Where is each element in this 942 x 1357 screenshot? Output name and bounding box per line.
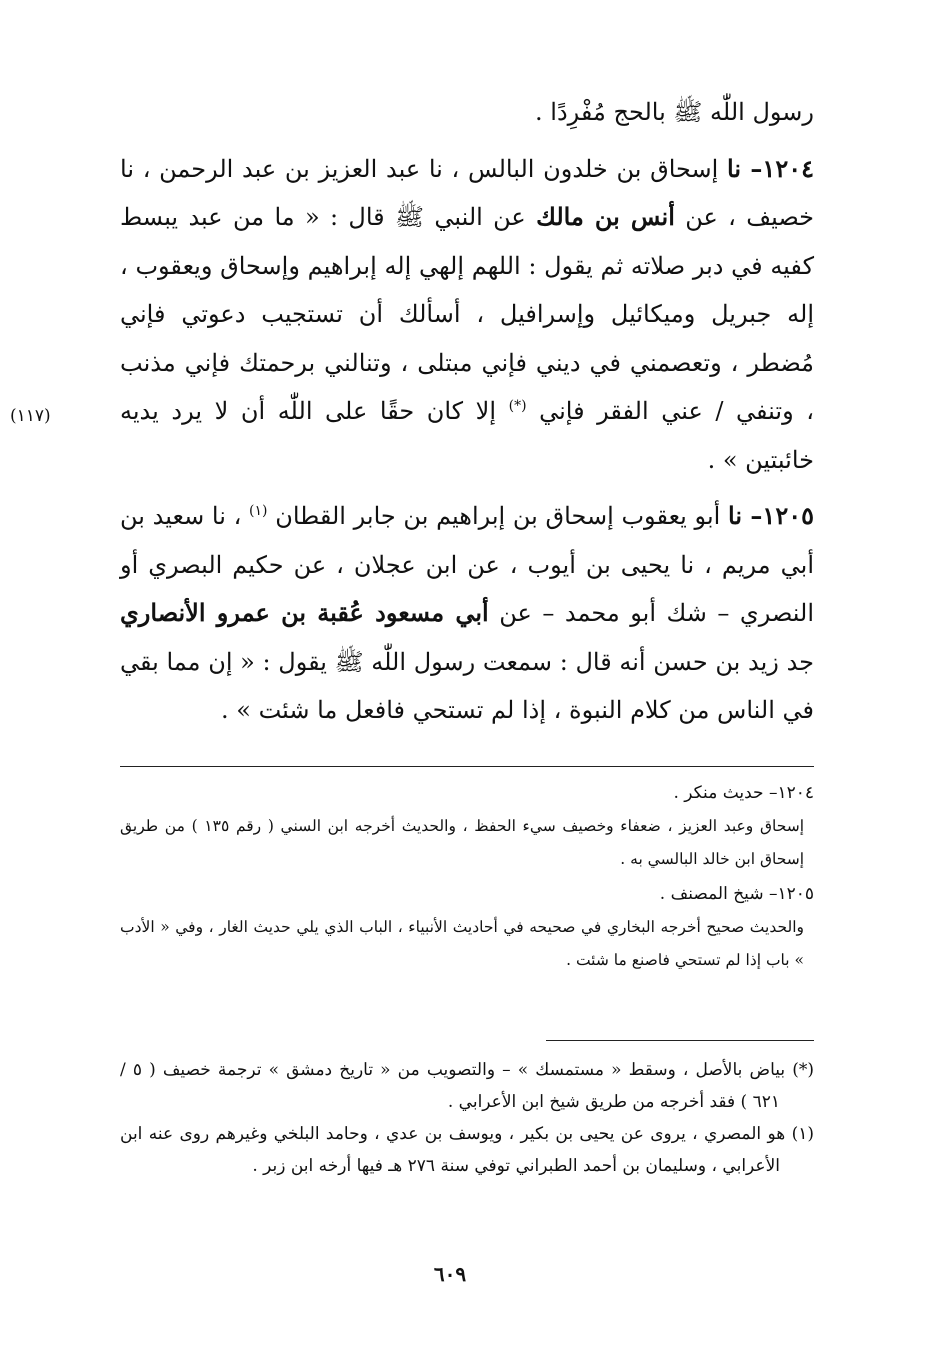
hadith-number-1204: ١٢٠٤– نا [727,153,814,183]
margin-page-reference: (١١٧) [10,406,51,426]
footnotes [120,1054,814,1182]
narrator-name-1204: أنس بن مالك [536,202,675,231]
hadith-number-1205: ١٢٠٥– نا [728,501,814,530]
hadith-1205-text: جد زيد بن حسن أنه قال : سمعت رسول اللّٰه ﷺ يقول : « إن مما بقي في الناس من كلام النبوة ، إذا لم تستحي فافعل ما شئت » . [120,647,814,724]
editor-notes [120,775,814,977]
hadith-1204-chain: إسحاق بن خلدون البالس ، نا عبد العزيز بن عبد الرحمن ، نا خصيف ، عن [120,154,814,231]
note-1205-body: والحديث صحيح أخرجه البخاري في صحيحه في أحاديث الأنبياء ، الباب الذي يلي حديث الغار ، وفي « الأدب » باب إذا لم تستحي فاصنع ما شئت . [120,918,804,969]
page-number: ٦٠٩ [433,1262,467,1286]
notes-divider [120,766,814,767]
note-1204-body: إسحاق وعبد العزيز ، ضعفاء وخصيف سيء الحفظ ، والحديث أخرجه ابن السني ( رقم ١٣٥ ) من طريق إسحاق ابن خالد البالسي به . [120,817,804,868]
opening-line: رسول اللّٰه ﷺ بالحج مُفْرِدًا . [535,98,814,126]
hadith-1204 [120,145,814,485]
footnote-mark-star[interactable]: (*) [508,398,527,414]
footnotes-divider [546,1040,814,1041]
hadith-1204-text: عن النبي ﷺ قال : « ما من عبد يبسط كفيه في دبر صلاته ثم يقول : اللهم إلهي إله إبراهيم وإسحاق ويعقوب ، إله جبريل وميكائيل وإسرافيل ، أسألك أن تستجيب دعوتي فإني مُضطر ، وتعصمني في ديني فإني مبتلى ، وتنالني برحمتك فإني مذنب ، وتنفي / عني الفقر فإني [120,203,814,425]
narrator-name-1205: أبي مسعود عُقبة بن عمرو الأنصاري [120,598,489,627]
hadith-1205-chain-cont: ، نا سعيد بن أبي مريم ، نا يحيى بن أيوب ، عن ابن عجلان ، عن حكيم البصري أو النصري – شك أبو محمد – عن [120,502,814,627]
hadith-1204-end: إلا كان حقًا على اللّٰه أن لا يرد يديه خائبتين » . [120,397,814,474]
footnote-one: (١) هو المصري ، يروى عن يحيى بن بكير ، ويوسف بن عدي ، وحامد البلخي وغيرهم روى عنه ابن الأعرابي ، وسليمان بن أحمد الطبراني توفي سنة ٢٧٦ هـ فيها أرخه ابن زبر . [120,1124,814,1176]
hadith-1205 [120,492,814,735]
note-1205-heading: ١٢٠٥– شيخ المصنف . [659,884,814,904]
footnote-mark-1[interactable]: (١) [249,503,268,519]
footnote-star: (*) بياض بالأصل ، وسقط « مستمسك » – والتصويب من « تاريخ دمشق » ترجمة خصيف ( ٥ / ٦٢١ ) فقد أخرجه من طريق شيخ ابن الأعرابي . [120,1060,814,1112]
note-1204-heading: ١٢٠٤– حديث منكر . [673,783,814,803]
main-text [120,88,814,735]
hadith-1205-chain: أبو يعقوب إسحاق بن إبراهيم بن جابر القطان [275,502,728,530]
